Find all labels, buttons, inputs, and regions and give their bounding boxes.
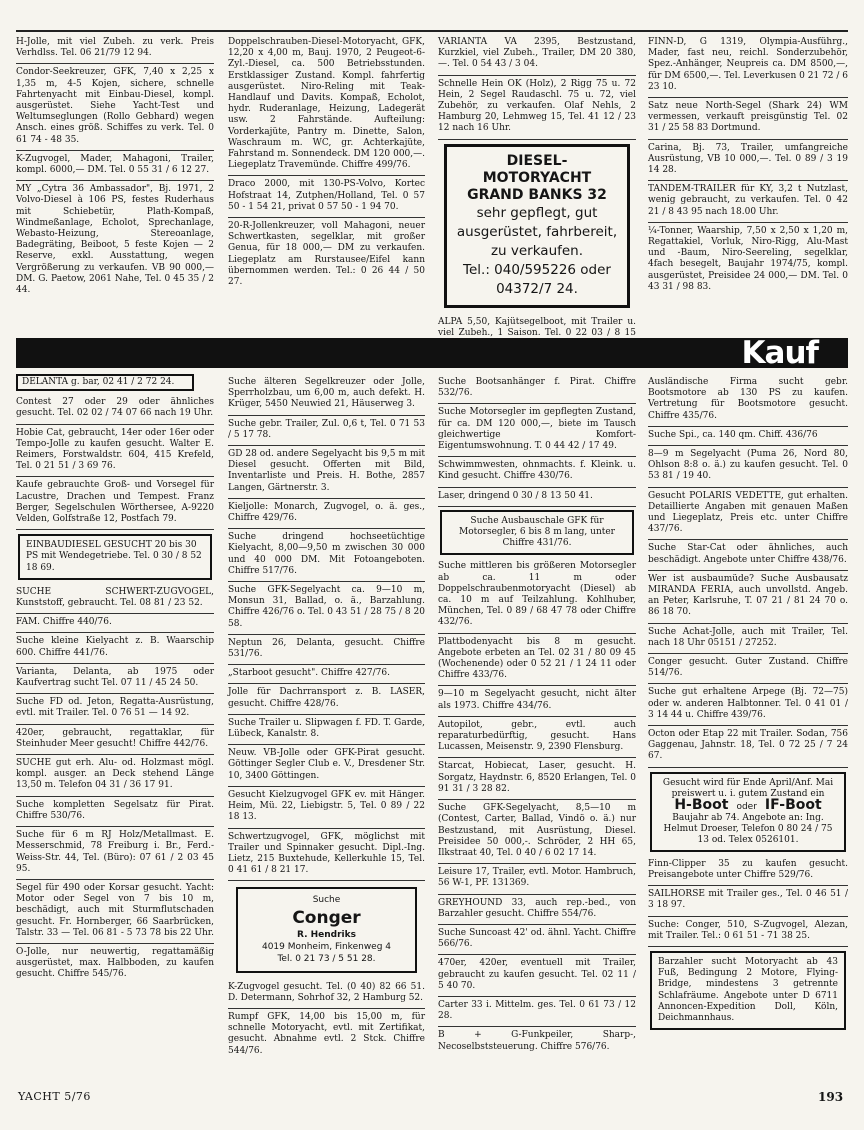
h-boot-wanted-box — [650, 772, 846, 852]
classified-ad: Autopilot, gebr., evtl. auch reparaturbedürftig, gesucht. Hans Lucassen, Meisenstr. 9, 2390 Flensburg. — [438, 717, 636, 759]
classified-ad: „Starboot gesucht". Chiffre 427/76. — [228, 665, 425, 684]
classified-ad: GD 28 od. andere Segelyacht bis 9,5 m mit Diesel gesucht. Offerten mit Bild, Inventarliste und Preis. H. Bothe, 2857 Langen, Gärtnerstr. 3. — [228, 446, 425, 499]
classified-ad: K-Zugvogel gesucht. Tel. (0 40) 82 66 51. D. Determann, Sohrhof 32, 2 Hamburg 52. — [228, 979, 425, 1009]
top-column-1 — [16, 34, 214, 300]
classified-ad: Neuw. VB-Jolle oder GFK-Pirat gesucht. Göttinger Segler Club e. V., Dresdener Str. 10, 3400 Göttingen. — [228, 745, 425, 787]
classified-ad: 9—10 m Segelyacht gesucht, nicht älter als 1973. Chiffre 434/76. — [438, 686, 636, 716]
classified-ad: FAM. Chiffre 440/76. — [16, 614, 214, 633]
classified-ad: Suche FD od. Jeton, Regatta-Ausrüstung, evtl. mit Trailer. Tel. 0 76 51 — 14 92. — [16, 694, 214, 724]
classified-ad: Segel für 490 oder Korsar gesucht. Yacht: Motor oder Segel von 7 bis 10 m, beschädigt, auch mit Sturmflutschaden gesucht. Fr. Hornberger, 66 Saarbrücken, Talstr. 33 — Tel. 06 81 - 5 73 78 bis 22 Uhr. — [16, 880, 214, 944]
box-suche: Suche — [312, 895, 341, 906]
section-title: Kauf — [741, 335, 818, 371]
section-banner — [16, 335, 848, 371]
classified-ad: Starcat, Hobiecat, Laser, gesucht. H. Sorgatz, Haydnstr. 6, 8520 Erlangen, Tel. 0 91 31 / 3 28 82. — [438, 758, 636, 800]
classified-ad: Wer ist ausbaumüde? Suche Ausbausatz MIRANDA FERIA, auch unvollstd. Angeb. an Peter, Karlsruhe, T. 07 21 / 81 24 70 o. 86 18 70. — [648, 571, 848, 624]
classified-ad: Schnelle Hein OK (Holz), 2 Rigg 75 u. 72 Hein, 2 Segel Raudaschl. 75 u. 72, viel Zubehör, zu verkaufen. Olaf Nehls, 2 Hamburg 20, Lehmweg 15, Tel. 41 12 / 23 12 nach 16 Uhr. — [438, 76, 636, 140]
classified-ad: SUCHE SCHWERT-ZUGVOGEL, Kunststoff, gebraucht. Tel. 08 81 / 23 52. — [16, 584, 214, 614]
classified-ad: SAILHORSE mit Trailer ges., Tel. 0 46 51 / 3 18 97. — [648, 886, 848, 916]
classified-ad: Suche kompletten Segelsatz für Pirat. Chiffre 530/76. — [16, 797, 214, 827]
top-column-3 — [438, 34, 636, 354]
classified-ad: Suche kleine Kielyacht z. B. Waarschip 600. Chiffre 441/76. — [16, 633, 214, 663]
classified-ad: Leisure 17, Trailer, evtl. Motor. Hambruch, 56 W-1, PF. 131369. — [438, 864, 636, 894]
classified-ad: Kaufe gebrauchte Groß- und Vorsegel für Lacustre, Drachen und Tempest. Franz Berger, Segelschulen Wörthersee, A-9220 Velden, Golfstraße 12, Postfach 79. — [16, 477, 214, 530]
box-text: sehr gepflegt, gut ausgerüstet, fahrbereit, zu verkaufen. — [456, 204, 618, 259]
classified-ad: B + G-Funkpeiler, Sharp-, Necoselbststeuerung. Chiffre 576/76. — [438, 1030, 636, 1052]
classified-ad: Schwertzugvogel, GFK, möglichst mit Trailer und Spinnaker gesucht. Dipl.-Ing. Lietz, 215 Buxtehude, Kellerkuhle 15, Tel. 0 41 61 / 8 21 17. — [228, 829, 425, 882]
classified-ad: 470er, 420er, eventuell mit Trailer, gebraucht zu kaufen gesucht. Tel. 02 11 / 5 40 70. — [438, 955, 636, 997]
classified-ad: Kieljolle: Monarch, Zugvogel, o. ä. ges., Chiffre 429/76. — [228, 499, 425, 529]
classified-ad: Rumpf GFK, 14,00 bis 15,00 m, für schnelle Motoryacht, evtl. mit Zertifikat, gesucht. Abnahme evtl. 2 Stck. Chiffre 544/76. — [228, 1011, 425, 1056]
classified-ad: Carina, Bj. 73, Trailer, umfangreiche Ausrüstung, VB 10 000,—. Tel. 0 89 / 3 19 14 28. — [648, 140, 848, 182]
box-oder: oder — [736, 801, 757, 812]
kauf-column-1 — [16, 374, 214, 985]
box-boat-row — [658, 796, 838, 813]
kauf-column-3 — [438, 374, 636, 1057]
classified-ad: 20-R-Jollenkreuzer, voll Mahagoni, neuer Schwertkasten, segelklar, mit großer Genua, für 18 000,— DM zu verkaufen. Liegeplatz am Rurstausee/Eifel kann übernommen werden. Tel.: 0 26 44 / 50 27. — [228, 221, 425, 288]
classified-ad-boxed: DELANTA g. bar, 02 41 / 2 72 24. — [16, 374, 194, 391]
classified-ad: Suche älteren Segelkreuzer oder Jolle, Sperrholzbau, um 6,00 m, auch defekt. H. Krüger, 5450 Neuwied 21, Häuserweg 3. — [228, 374, 425, 416]
box-intro: Gesucht wird für Ende April/Anf. Mai preiswert u. i. gutem Zustand ein — [662, 777, 834, 799]
footer-magazine-issue: YACHT 5/76 — [18, 1090, 91, 1103]
classified-ad: 8—9 m Segelyacht (Puma 26, Nord 80, Ohlson 8:8 o. ä.) zu kaufen gesucht. Tel. 0 53 81 / 19 40. — [648, 446, 848, 488]
classified-ad: VARIANTA VA 2395, Bestzustand, Kurzkiel, viel Zubeh., Trailer, DM 20 380,—. Tel. 0 54 43 / 3 04. — [438, 34, 636, 76]
page-number: 193 — [818, 1090, 844, 1104]
box-boat-name: Conger — [292, 907, 361, 928]
classified-ad: Suche Star-Cat oder ähnliches, auch beschädigt. Angebote unter Chiffre 438/76. — [648, 540, 848, 570]
top-rule — [16, 30, 848, 32]
classified-ad: Suche Spi., ca. 140 qm. Chiff. 436/76 — [648, 427, 848, 446]
box-phone: Tel. 0 21 73 / 5 51 28. — [277, 953, 376, 964]
classified-ad: Suche mittleren bis größeren Motorsegler ab ca. 11 m oder Doppelschraubenmotoryacht (Diesel) ab ca. 10 m auf Teilzahlung. Kohlhuber, München, Tel. 0 89 / 68 47 78 oder Chiffre 432/76. — [438, 558, 636, 633]
classified-ad: Suche für 6 m RJ Holz/Metallmast. E. Messerschmid, 78 Freiburg i. Br., Ferd.-Weiss-Str. 44, Tel. (Büro): 07 61 / 2 03 45 95. — [16, 827, 214, 880]
classified-ad: Condor-Seekreuzer, GFK, 7,40 x 2,25 x 1,35 m, 4-5 Kojen, sichere, schnelle Fahrtenyacht mit Einbau-Diesel, kompl. ausgerüstet. Siehe Yacht-Test und Weltumseglungen (Rollo Gebhard) wegen Ansch. eines größ. Schiffes zu verk. Tel. 0 61 74 - 48 35. — [16, 64, 214, 150]
classified-ad: ¼-Tonner, Waarship, 7,50 x 2,50 x 1,20 m, Regattakiel, Vorluk, Niro-Rigg, Alu-Mast und -Baum, Niro-Seereling, segelklar, 4fach besegelt, Baujahr 1974/75, kompl. ausgerüstet, Preisidee 24 000,— DM. Tel. 0 43 31 / 98 83. — [648, 225, 848, 292]
classified-ad: Suche Motorsegler im gepflegten Zustand, für ca. DM 120 000,—, biete im Tausch gleichwertige Komfort-Eigentumswohnung. T. 0 44 42 / 17 49. — [438, 404, 636, 457]
classified-ad: Suche GFK-Segelyacht ca. 9—10 m, Monsun 31, Ballad, o. ä., Barzahlung. Chiffre 426/76 o. Tel. 0 43 51 / 28 75 / 8 20 58. — [228, 582, 425, 635]
classified-ad: SUCHE gut erh. Alu- od. Holzmast mögl. kompl. ausger. an Deck stehend Länge 13,50 m. Telefon 04 31 / 36 17 91. — [16, 755, 214, 797]
classified-ad: Suche Achat-Jolle, auch mit Trailer, Tel. nach 18 Uhr 05151 / 27252. — [648, 624, 848, 654]
classified-ad: Conger gesucht. Guter Zustand. Chiffre 514/76. — [648, 654, 848, 684]
conger-wanted-box — [236, 887, 417, 972]
classified-ad: Finn-Clipper 35 zu kaufen gesucht. Preisangebote unter Chiffre 529/76. — [648, 856, 848, 886]
classified-ad: Gesucht Kielzugvogel GFK ev. mit Hänger. Heim, Mü. 22, Liebigstr. 5, Tel. 0 89 / 22 18 13. — [228, 787, 425, 829]
box-heading: DIESEL-MOTORYACHT — [482, 152, 592, 186]
box-phone: Tel.: 040/595226 oder 04372/7 24. — [463, 261, 611, 297]
kauf-column-4 — [648, 374, 848, 1034]
classified-ad: 420er, gebraucht, regattaklar, für Steinhuder Meer gesucht! Chiffre 442/76. — [16, 725, 214, 755]
classified-ad: Doppelschrauben-Diesel-Motoryacht, GFK, 12,20 x 4,00 m, Bauj. 1970, 2 Peugeot-6-Zyl.-Diesel, ca. 500 Betriebsstunden. Erstklassiger Zustand. Kompl. fahrfertig ausgerüstet. Niro-Reling mit Teak-Handlauf und Davits. Kompaß, Echolot, hydr. Ruderanlage, Heizung, Ladegerät usw. 2 Fahrstände. Aufteilung: Vorderkajüte, Pantry m. Dinette, Salon, Waschraum m. WC, gr. Achterkajüte, Fahrstand m. Sonnendeck. DM 120 000,—. Liegeplatz Travemünde. Chiffre 499/76. — [228, 34, 425, 176]
classified-ad-boxed: EINBAUDIESEL GESUCHT 20 bis 30 PS mit Wendegetriebe. Tel. 0 30 / 8 52 18 69. — [18, 534, 212, 580]
classified-ad: Varianta, Delanta, ab 1975 oder Kaufvertrag sucht Tel. 07 11 / 45 24 50. — [16, 664, 214, 694]
box-heading: GRAND BANKS 32 — [467, 186, 607, 203]
classified-ad: Suche Trailer u. Slipwagen f. FD. T. Garde, Lübeck, Kanalstr. 8. — [228, 715, 425, 745]
classified-ad: Suche GFK-Segelyacht, 8,5—10 m (Contest, Carter, Ballad, Vindö o. ä.) nur Bestzustand, mit Ausrüstung, Diesel. Preisidee 50 000,-. Schröder, 2 HH 65, Ilkstraat 40, Tel. 0 40 / 6 02 17 14. — [438, 800, 636, 864]
classified-ad: TANDEM-TRAILER für KY, 3,2 t Nutzlast, wenig gebraucht, zu verkaufen. Tel. 0 42 21 / 8 43 95 nach 18.00 Uhr. — [648, 181, 848, 223]
classified-ad-boxed: Suche Ausbauschale GFK für Motorsegler, 6 bis 8 m lang, unter Chiffre 431/76. — [440, 510, 634, 556]
classified-ad: Ausländische Firma sucht gebr. Bootsmotore ab 130 PS zu kaufen. Vertretung für Bootsmotore gesucht. Chiffre 435/76. — [648, 374, 848, 427]
classified-ad: H-Jolle, mit viel Zubeh. zu verk. Preis Verhdlss. Tel. 06 21/79 12 94. — [16, 34, 214, 64]
classified-ad: Plattbodenyacht bis 8 m gesucht. Angebote erbeten an Tel. 02 31 / 80 09 45 (Wochenende) oder 0 52 21 / 1 24 11 oder Chiffre 433/76. — [438, 634, 636, 687]
classified-ad: Satz neue North-Segel (Shark 24) WM vermessen, verkauft preisgünstig Tel. 02 31 / 25 58 83 Dortmund. — [648, 98, 848, 140]
box-rest: Baujahr ab 74. Angebote an: Ing. Helmut Droeser, Telefon 0 80 24 / 75 13 od. Telex 0526101. — [663, 812, 833, 845]
classified-ad: Neptun 26, Delanta, gesucht. Chiffre 531/76. — [228, 635, 425, 665]
classified-ad: Schwimmwesten, ohnmachts. f. Kleink. u. Kind gesucht. Chiffre 430/76. — [438, 457, 636, 487]
box-address: 4019 Monheim, Finkenweg 4 — [261, 941, 392, 952]
classified-ad: Jolle für Dachrransport z. B. LASER, gesucht. Chiffre 428/76. — [228, 684, 425, 714]
classified-ad: Octon oder Etap 22 mit Trailer. Sodan, 756 Gaggenau, Jahnstr. 18, Tel. 0 72 25 / 7 24 67. — [648, 726, 848, 768]
classified-ad: Carter 33 i. Mittelm. ges. Tel. 0 61 73 / 12 28. — [438, 997, 636, 1027]
classified-ad: Suche gut erhaltene Arpege (Bj. 72—75) oder w. anderen Halbtonner. Tel. 0 41 01 / 3 14 44 u. Chiffre 439/76. — [648, 684, 848, 726]
box-boat-left: H-Boot — [674, 796, 729, 813]
classified-ad: Suche dringend hochseetüchtige Kielyacht, 8,00—9,50 m zwischen 30 000 und 40 000 DM. Mit Fotoangeboten. Chiffre 517/76. — [228, 529, 425, 582]
classified-ad: MY „Cytra 36 Ambassador", Bj. 1971, 2 Volvo-Diesel à 106 PS, festes Ruderhaus mit Schiebetür, Plath-Kompaß, Windmeßanlage, Echolot, Sprechanlage, Webasto-Heizung, Stereoanlage, Badegräting, Beiboot, 5 feste Kojen — 2 Reserve, exkl. Ausstattung, wegen Vergrößerung zu verkaufen. VB 90 000,— DM. G. Paetow, 2061 Nahe, Tel. 0 45 35 / 2 44. — [16, 184, 214, 296]
classified-ad: Suche Suncoast 42' od. ähnl. Yacht. Chiffre 566/76. — [438, 925, 636, 955]
diesel-motoryacht-box — [444, 144, 630, 308]
classified-ad: Gesucht POLARIS VEDETTE, gut erhalten. Detaillierte Angaben mit genauen Maßen und Liegeplatz, Preis etc. unter Chiffre 437/76. — [648, 488, 848, 541]
classified-ad: Draco 2000, mit 130-PS-Volvo, Kortec Hofstraat 14, Zutphen/Holland, Tel. 0 57 50 - 1 54 21, privat 0 57 50 - 1 94 70. — [228, 176, 425, 218]
classified-ad: Hobie Cat, gebraucht, 14er oder 16er oder Tempo-Jolle zu kaufen gesucht. Walter E. Reimers, Forstwaldstr. 604, 415 Krefeld, Tel. 0 21 51 / 3 69 76. — [16, 425, 214, 478]
classified-ad: Suche: Conger, 510, S-Zugvogel, Alezan, mit Trailer. Tel.: 0 61 51 - 71 38 25. — [648, 917, 848, 947]
classified-ad: Contest 27 oder 29 oder ähnliches gesucht. Tel. 02 02 / 74 07 66 nach 19 Uhr. — [16, 394, 214, 424]
kauf-column-2 — [228, 374, 425, 1061]
classified-ad: GREYHOUND 33, auch rep.-bed., von Barzahler gesucht. Chiffre 554/76. — [438, 895, 636, 925]
classified-ad: O-Jolle, nur neuwertig, regattamäßig ausgerüstet, max. Halbboden, zu kaufen gesucht. Chiffre 545/76. — [16, 946, 214, 980]
classified-ad: Laser, dringend 0 30 / 8 13 50 41. — [438, 488, 636, 507]
top-column-2 — [228, 34, 425, 292]
classified-ad: Suche Bootsanhänger f. Pirat. Chiffre 532/76. — [438, 374, 636, 404]
classified-ad: FINN-D, G 1319, Olympia-Ausführg., Mader, fast neu, reichl. Sonderzubehör, Spez.-Anhänger, Neupreis ca. DM 8500,—, für DM 6500,—. Tel. Leverkusen 0 21 72 / 6 23 10. — [648, 34, 848, 98]
box-boat-right: IF-Boot — [764, 796, 822, 813]
box-person: R. Hendriks — [296, 929, 356, 940]
classified-ad: ALPA 5,50, Kajütsegelboot, mit Trailer u. viel Zubeh., 1 Saison. Tel. 0 22 03 / 8 15 — [438, 316, 636, 338]
classified-ad: K-Zugvogel, Mader, Mahagoni, Trailer, kompl. 6000,— DM. Tel. 0 55 31 / 6 12 27. — [16, 151, 214, 181]
top-column-4 — [648, 34, 848, 297]
classified-ad: Suche gebr. Trailer, Zul. 0,6 t, Tel. 0 71 53 / 5 17 78. — [228, 416, 425, 446]
classified-ad-boxed: Barzahler sucht Motoryacht ab 43 Fuß, Bedingung 2 Motore, Flying-Bridge, mindestens 3 getrennte Schlafräume. Angebote unter D 6711 Annoncen-Expedition Doll, Köln, Deichmannhaus. — [650, 951, 846, 1030]
